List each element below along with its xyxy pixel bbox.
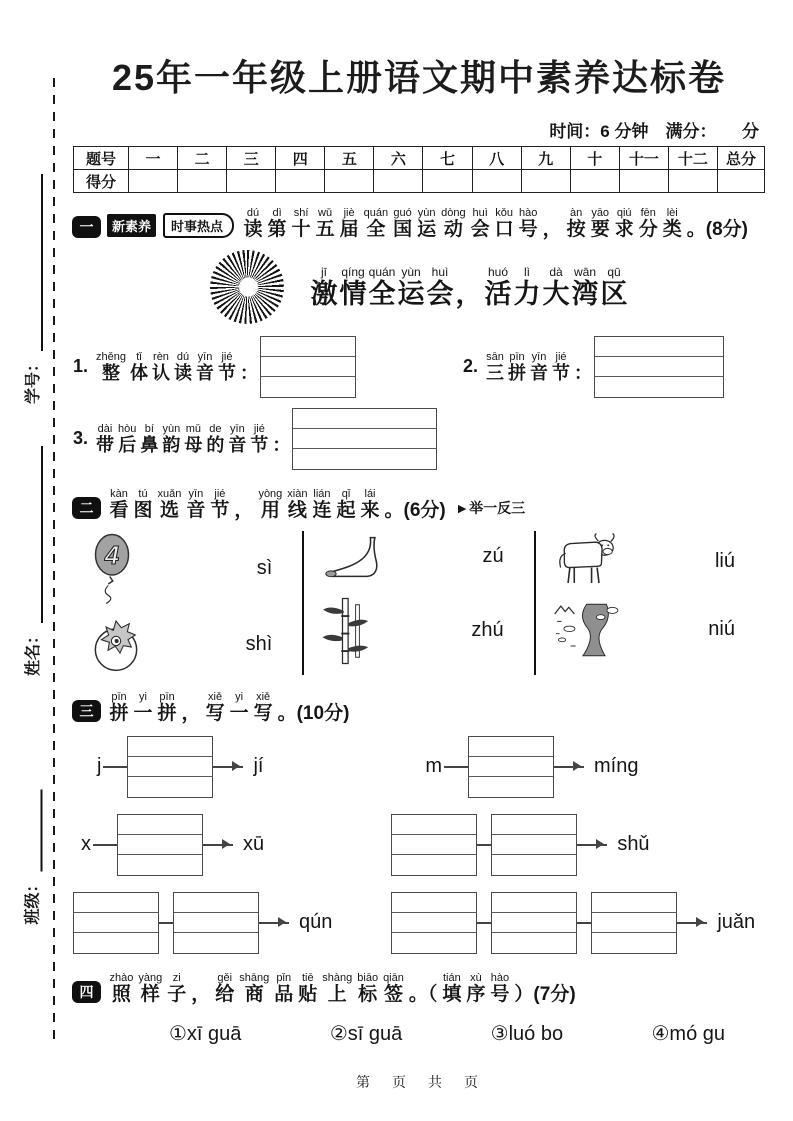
diagram-ming-initial: m bbox=[425, 755, 442, 778]
question-3 bbox=[73, 408, 765, 470]
score-header-cell: 四 bbox=[276, 147, 325, 170]
score-cell bbox=[423, 170, 472, 193]
label-option-1[interactable]: ①xī guā bbox=[169, 1022, 242, 1045]
question-2 bbox=[463, 336, 724, 398]
match-label-liu[interactable]: liú bbox=[714, 550, 735, 573]
balloon-number: 4 bbox=[104, 541, 120, 570]
diagram-ji-initial: j bbox=[97, 755, 102, 778]
connector-line bbox=[93, 844, 117, 846]
diagram-juan bbox=[391, 892, 765, 954]
foot-icon[interactable] bbox=[320, 533, 382, 581]
match-label-niu[interactable]: niú bbox=[708, 618, 735, 641]
match-label-shi[interactable]: shì bbox=[245, 633, 273, 656]
question-2-number: 2. bbox=[463, 356, 479, 377]
river-icon[interactable] bbox=[552, 603, 620, 657]
question-row-1-2 bbox=[73, 336, 765, 398]
bamboo-icon[interactable] bbox=[320, 593, 370, 669]
score-cell bbox=[619, 170, 668, 193]
label-options bbox=[169, 1021, 725, 1046]
connector-line bbox=[477, 922, 491, 924]
score-header-cell: 题号 bbox=[74, 147, 129, 170]
connector-line bbox=[477, 844, 491, 846]
student-id-label: 学号： bbox=[25, 355, 42, 404]
answer-grid-q1[interactable] bbox=[260, 336, 356, 398]
question-3-number: 3. bbox=[73, 428, 89, 449]
score-cell bbox=[718, 170, 765, 193]
score-header-cell: 五 bbox=[325, 147, 374, 170]
score-cell bbox=[227, 170, 276, 193]
arrow-icon bbox=[203, 844, 233, 846]
score-header-cell: 一 bbox=[129, 147, 178, 170]
section-1-header bbox=[73, 207, 765, 240]
pinyin-grid-juan-1[interactable] bbox=[391, 892, 477, 954]
diagram-xu bbox=[73, 814, 391, 876]
diagram-ming-result: míng bbox=[593, 755, 639, 778]
pinyin-grid-shu-1[interactable] bbox=[391, 814, 477, 876]
connector-line bbox=[159, 922, 173, 924]
matching-exercise bbox=[73, 531, 765, 675]
diagram-qun-result: qún bbox=[299, 911, 333, 934]
label-option-4[interactable]: ④mó gu bbox=[651, 1022, 725, 1045]
games-slogan: 激jī情qíng全quán运yùn会huì，活huó力lì大dà湾wān区qū bbox=[310, 264, 628, 309]
class-blank[interactable] bbox=[23, 790, 43, 872]
score-cell bbox=[570, 170, 619, 193]
section-2-title: 看kàn图tú选xuǎn音yīn节jié， 用yòng线xiàn连lián起qǐ来lái。(6分) bbox=[109, 487, 446, 521]
diagram-qun bbox=[73, 892, 391, 954]
arrow-icon bbox=[259, 922, 289, 924]
section-2-header bbox=[73, 488, 765, 521]
pinyin-grid-xu[interactable] bbox=[117, 814, 203, 876]
question-3-text: 带dài后hòu鼻bí韵yùn母mǔ的de音yīn节jié： bbox=[96, 422, 291, 455]
section-4-title: 照zhào样yàng子zi， 给gěi商shāng品pǐn贴tiē上shàng标biāo签qiān。（ 填tián序xù号hào）(7分) bbox=[109, 971, 576, 1005]
score-header-cell: 总分 bbox=[718, 147, 765, 170]
student-id-blank[interactable] bbox=[23, 174, 43, 351]
connector-line bbox=[444, 766, 468, 768]
class-field[interactable] bbox=[17, 790, 43, 925]
score-header-cell: 十 bbox=[570, 147, 619, 170]
diagram-juan-result: juǎn bbox=[717, 911, 756, 934]
section-4-header bbox=[73, 972, 765, 1005]
score-header-cell: 九 bbox=[521, 147, 570, 170]
score-header-cell: 八 bbox=[472, 147, 521, 170]
question-1 bbox=[73, 336, 463, 398]
match-item-balloon[interactable] bbox=[89, 533, 286, 605]
pinyin-grid-juan-2[interactable] bbox=[491, 892, 577, 954]
score-cell bbox=[668, 170, 717, 193]
question-1-number: 1. bbox=[73, 356, 89, 377]
section-4-number-badge: 四 bbox=[73, 982, 100, 1002]
match-item-cow[interactable] bbox=[552, 533, 749, 591]
arrow-icon bbox=[213, 766, 243, 768]
pinyin-grid-ji[interactable] bbox=[127, 736, 213, 798]
new-suyang-badge: 新素养 bbox=[107, 214, 156, 237]
match-column-1 bbox=[73, 531, 302, 675]
pinyin-grid-ming[interactable] bbox=[468, 736, 554, 798]
match-label-zu[interactable]: zú bbox=[482, 545, 504, 568]
page-title: 25年一年级上册语文期中素养达标卷 bbox=[111, 57, 727, 98]
score-cell bbox=[521, 170, 570, 193]
pinyin-grid-juan-3[interactable] bbox=[591, 892, 677, 954]
student-id-field[interactable] bbox=[17, 174, 43, 404]
match-label-zhu[interactable]: zhú bbox=[471, 619, 504, 642]
one-example-many-tag: ►举一反三 bbox=[455, 499, 526, 516]
pinyin-grid-qun-1[interactable] bbox=[73, 892, 159, 954]
section-2-number-badge: 二 bbox=[73, 498, 100, 518]
section-3-header bbox=[73, 691, 765, 724]
match-item-river[interactable] bbox=[552, 603, 749, 657]
main-content bbox=[73, 0, 765, 1092]
section-1-number-badge: 一 bbox=[73, 217, 100, 237]
persimmon-icon[interactable] bbox=[89, 617, 143, 673]
match-item-bamboo[interactable] bbox=[320, 593, 517, 669]
answer-grid-q2[interactable] bbox=[594, 336, 724, 398]
pinyin-spelling-exercise bbox=[73, 736, 765, 954]
section-3-number-badge: 三 bbox=[73, 701, 100, 721]
pinyin-grid-qun-2[interactable] bbox=[173, 892, 259, 954]
score-header-cell: 十二 bbox=[668, 147, 717, 170]
score-header-cell: 七 bbox=[423, 147, 472, 170]
score-header-cell: 十一 bbox=[619, 147, 668, 170]
score-cell bbox=[178, 170, 227, 193]
balloon-4-icon[interactable] bbox=[89, 533, 135, 605]
pinyin-grid-shu-2[interactable] bbox=[491, 814, 577, 876]
class-label: 班级： bbox=[24, 876, 42, 925]
diagram-xu-initial: x bbox=[81, 833, 91, 856]
score-cell bbox=[276, 170, 325, 193]
diagram-ji-result: jí bbox=[253, 755, 264, 778]
connector-line bbox=[103, 766, 127, 768]
fold-dashed-line bbox=[53, 78, 55, 1040]
connector-line bbox=[577, 922, 591, 924]
name-blank[interactable] bbox=[23, 446, 43, 623]
time-score-info: 时间：6 分钟 满分： 分 bbox=[549, 122, 759, 141]
score-header-cell: 二 bbox=[178, 147, 227, 170]
diagram-shu bbox=[391, 814, 765, 876]
question-2-text: 三sān拼pīn音yīn节jié： bbox=[486, 350, 593, 383]
score-cell bbox=[374, 170, 423, 193]
match-column-3 bbox=[534, 531, 765, 675]
score-value-row bbox=[74, 170, 765, 193]
score-cell bbox=[472, 170, 521, 193]
score-table bbox=[73, 146, 765, 193]
name-label: 姓名： bbox=[25, 627, 42, 676]
match-column-2 bbox=[302, 531, 533, 675]
label-option-3[interactable]: ③luó bo bbox=[490, 1022, 564, 1045]
diagram-shu-result: shǔ bbox=[617, 833, 650, 856]
arrow-icon bbox=[554, 766, 584, 768]
fireworks-logo-icon bbox=[210, 250, 284, 324]
diagram-xu-result: xū bbox=[243, 833, 265, 856]
hot-topic-badge: 时事热点 bbox=[163, 213, 234, 238]
score-row-label: 得分 bbox=[74, 170, 129, 193]
section-3-title: 拼pīn一yi拼pīn， 写xiě一yi写xiě。(10分) bbox=[109, 690, 350, 724]
label-option-2[interactable]: ②sī guā bbox=[329, 1022, 403, 1045]
diagram-ming bbox=[391, 736, 765, 798]
games-logo-row bbox=[73, 250, 765, 324]
diagram-ji bbox=[73, 736, 391, 798]
score-header-row bbox=[74, 147, 765, 170]
arrow-icon bbox=[677, 922, 707, 924]
question-1-text: 整zhěng体tǐ认rèn读dú音yīn节jié： bbox=[96, 350, 258, 383]
page-footer: 第 页 共 页 bbox=[356, 1073, 482, 1090]
match-label-si[interactable]: sì bbox=[256, 557, 273, 580]
section-1-title: 读dú第dì十shí五wǔ届jiè全quán国guó运yùn动dòng会huì口kǒu号hào， 按àn要yāo求qiú分fēn类lèi。(8分) bbox=[243, 207, 748, 240]
answer-grid-q3[interactable] bbox=[292, 408, 437, 470]
score-cell bbox=[129, 170, 178, 193]
cow-icon[interactable] bbox=[552, 533, 620, 591]
match-item-persimmon[interactable] bbox=[89, 617, 286, 673]
score-header-cell: 六 bbox=[374, 147, 423, 170]
score-header-cell: 三 bbox=[227, 147, 276, 170]
score-cell bbox=[325, 170, 374, 193]
match-item-foot[interactable] bbox=[320, 533, 517, 581]
name-field[interactable] bbox=[17, 446, 43, 676]
arrow-icon bbox=[577, 844, 607, 846]
